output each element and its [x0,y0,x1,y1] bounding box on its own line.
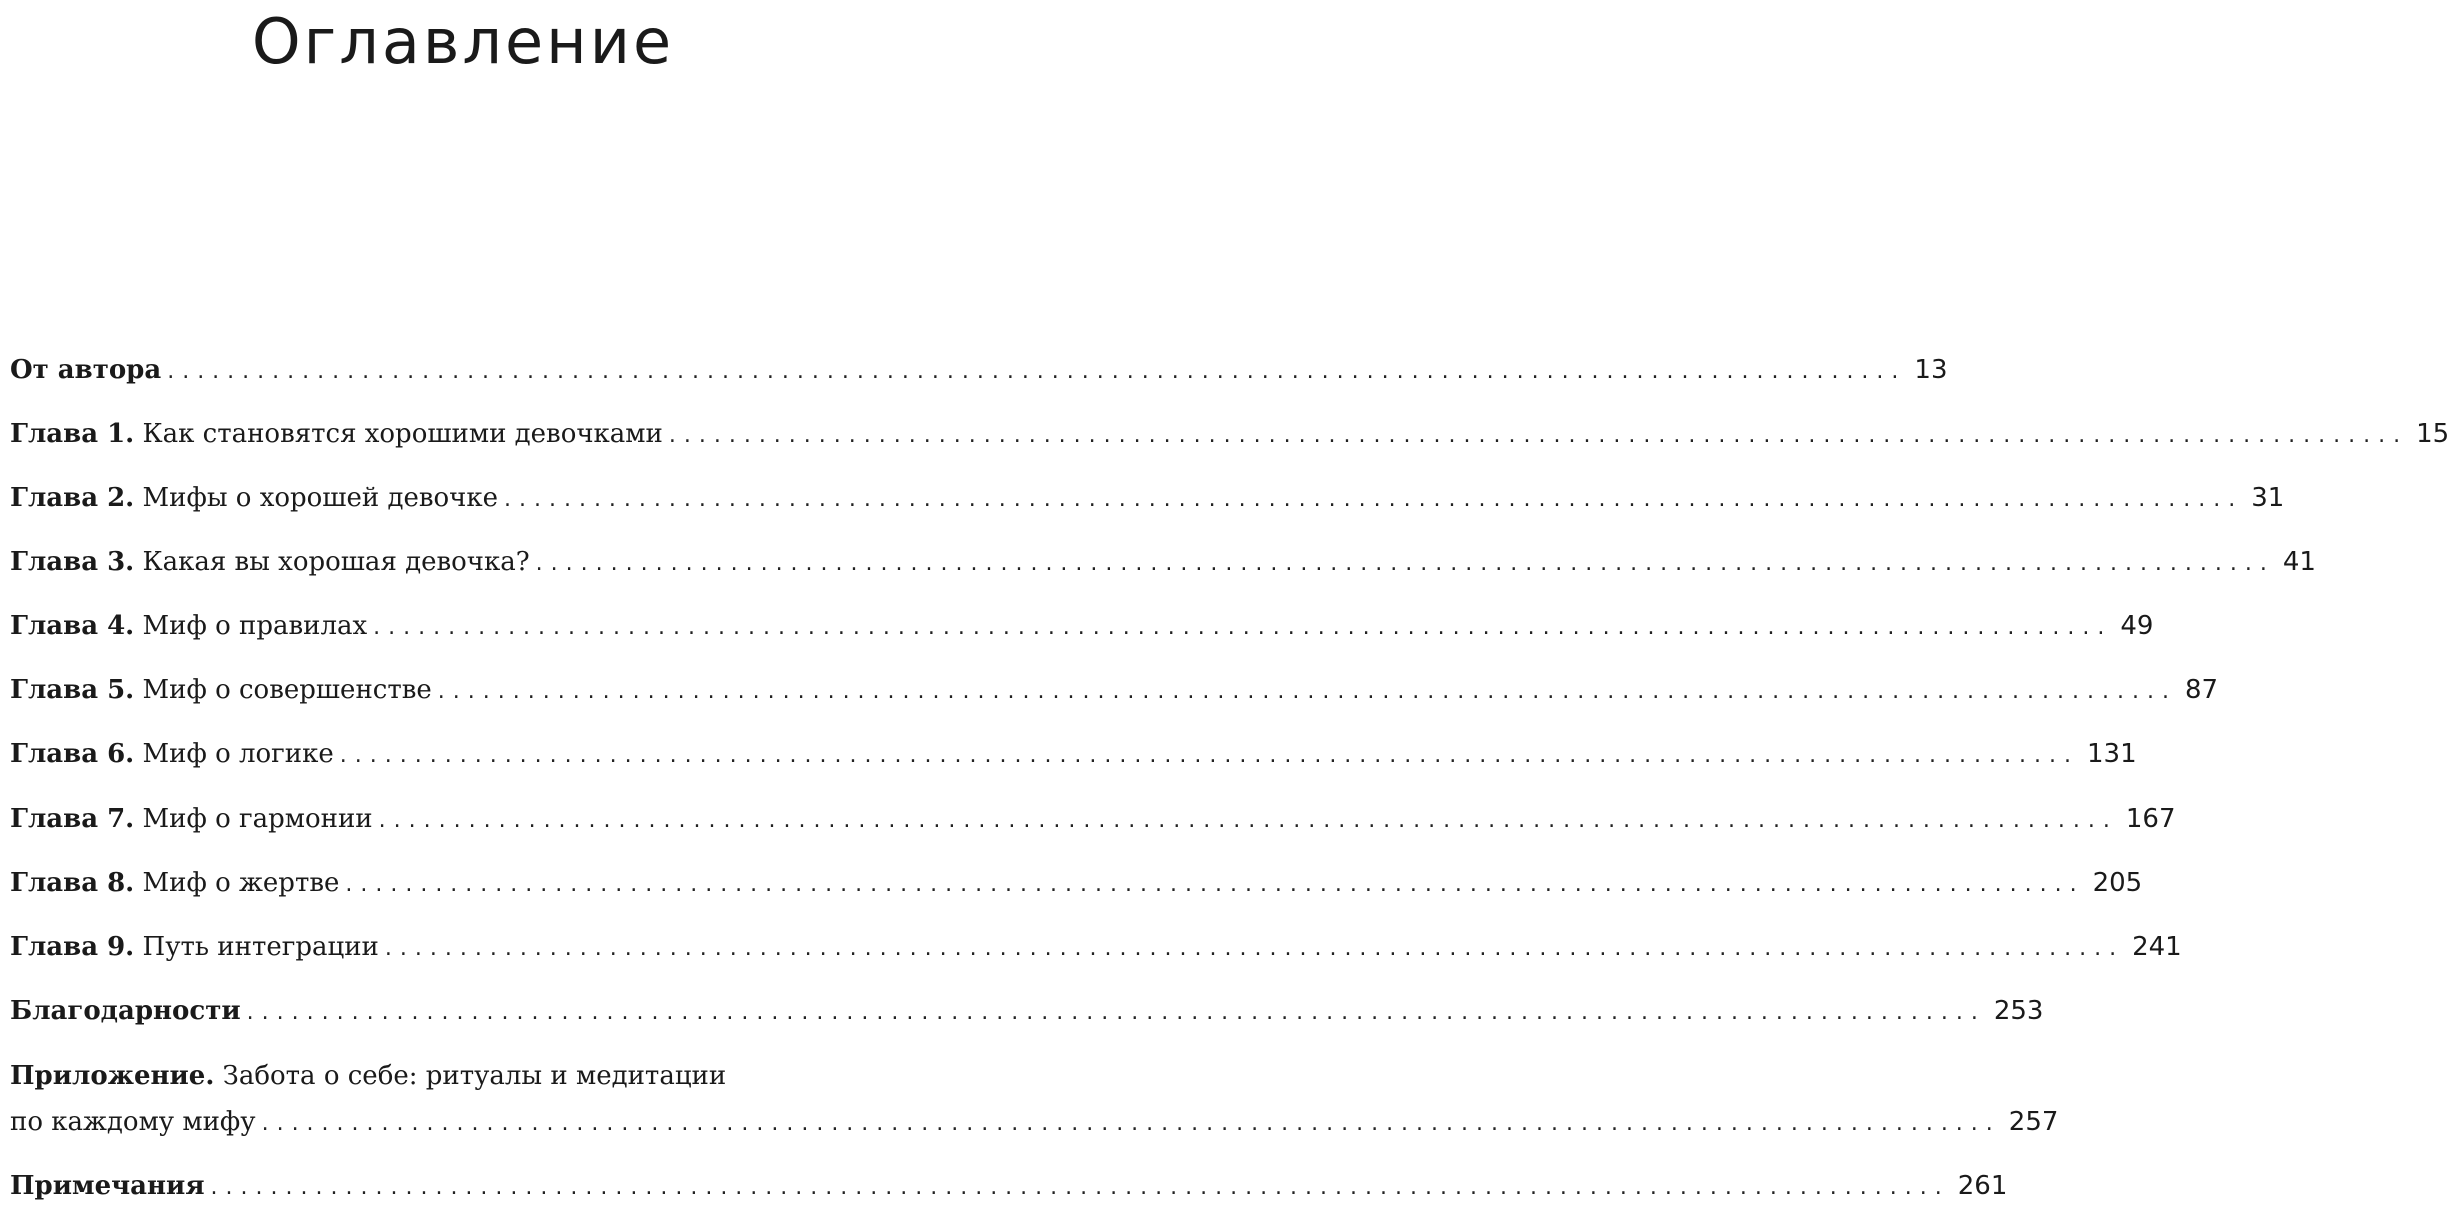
toc-entry-chapter-4 [10,606,2154,646]
toc-entry-appendix-line-1 [10,1056,916,1096]
toc-entry-label: Примечания [10,1171,205,1201]
toc-entry-author [10,350,1948,390]
toc-entry-chapter-1 [10,414,2449,454]
dot-leader: .................................................................................................................... [261,1111,2001,1136]
dot-leader: .................................................................................................................... [384,936,2125,961]
toc-page-number: 261 [1957,1171,2008,1201]
toc-entry-label: Глава 3. Какая вы хорошая девочка? [10,547,530,577]
toc-entry-acknowledgements [10,991,2044,1031]
toc-entry-chapter-7 [10,799,2176,839]
toc-entry-appendix-line-2 [10,1102,2059,1142]
toc-entry-label: Глава 5. Миф о совершенстве [10,675,432,705]
toc-entry-chapter-6 [10,734,2137,774]
dot-leader: .................................................................................................................... [345,872,2085,897]
toc-entry-label: Глава 6. Миф о логике [10,739,334,769]
toc-entry-chapter-5 [10,670,2219,710]
toc-entry-chapter-8 [10,863,2143,903]
toc-entry-label: Глава 9. Путь интеграции [10,932,379,962]
toc-page-number: 241 [2132,932,2182,962]
dot-leader: .................................................................................................................... [339,743,2079,768]
toc-entry-label: Глава 7. Миф о гармонии [10,804,373,834]
toc-entry-label: Глава 8. Миф о жертве [10,868,340,898]
page-title: Оглавление [251,5,675,78]
toc-page-number: 257 [2008,1107,2059,1137]
toc-page-number: 41 [2282,547,2316,577]
dot-leader: .................................................................................................................... [535,551,2275,576]
toc-page-number: 131 [2086,739,2137,769]
dot-leader: .................................................................................................................... [503,487,2244,512]
dot-leader: .................................................................................................................... [373,615,2113,640]
dot-leader: .................................................................................................................... [378,808,2118,833]
toc-entry-label: Благодарности [10,996,241,1026]
toc-entry-label: От автора [10,355,162,385]
toc-page-number: 205 [2092,868,2143,898]
toc-entry-label: Глава 2. Мифы о хорошей девочке [10,483,498,513]
toc-entry-label: по каждому мифу [10,1107,256,1137]
toc-page-number: 87 [2184,675,2219,705]
dot-leader: .................................................................................................................... [167,359,1907,384]
toc-entry-label-bold: Приложение. [10,1061,215,1091]
toc-page-number: 253 [1993,996,2044,1026]
toc-entry-label: Забота о себе: ритуалы и медитации [214,1061,727,1091]
toc-page-number: 13 [1914,355,1948,385]
toc-entry-label: Глава 1. Как становятся хорошими девочками [10,419,663,449]
toc-page-number: 167 [2125,804,2176,834]
toc-page-number: 49 [2120,611,2154,641]
toc-page-number: 31 [2251,483,2285,513]
dot-leader: .................................................................................................................... [668,423,2409,448]
toc-entry-chapter-3 [10,542,2316,582]
toc-entry-chapter-9 [10,927,2182,967]
toc-entry-chapter-2 [10,478,2285,518]
dot-leader: .................................................................................................................... [210,1175,1950,1200]
toc-entry-notes [10,1166,2008,1206]
toc-entry-label: Глава 4. Миф о правилах [10,611,368,641]
dot-leader: .................................................................................................................... [437,679,2177,704]
toc-page-number: 15 [2416,419,2449,449]
dot-leader: .................................................................................................................... [246,1000,1986,1025]
